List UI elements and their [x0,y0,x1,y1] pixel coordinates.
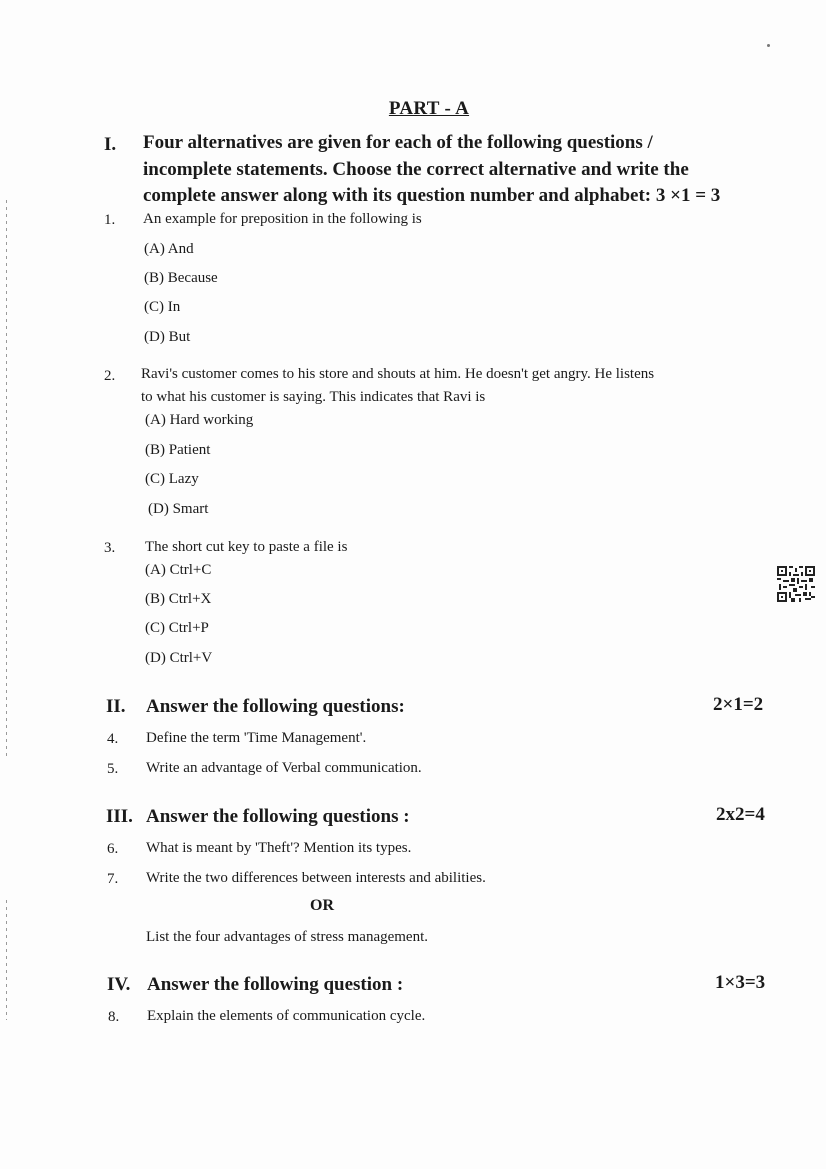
section-1-number: I. [104,134,117,155]
instruction-line: Four alternatives are given for each of the following questions / [143,132,653,153]
question-text: Write the two differences between interests and abilities. [146,870,486,886]
qr-code-icon [777,566,815,602]
question-number: 8. [108,1009,120,1025]
instruction-line: incomplete statements. Choose the correct alternative and write the [143,158,689,180]
option-d: (D) But [144,329,191,345]
section-3-number: III. [106,806,133,827]
scan-speck [767,44,770,47]
option-d: (D) Ctrl+V [145,650,213,666]
section-1-instruction [143,130,720,210]
option-b: (B) Because [144,270,218,286]
question-text: What is meant by 'Theft'? Mention its types. [146,840,412,856]
option-a: (A) And [144,241,194,257]
question-text: The short cut key to paste a file is [145,539,348,555]
question-text [141,363,654,409]
part-title: PART - A [388,98,470,119]
option-c: (C) Ctrl+P [145,620,209,636]
alternative-question-text: List the four advantages of stress management. [146,929,428,945]
scan-margin-mark [6,900,7,1020]
question-text-line: to what his customer is saying. This indicates that Ravi is [141,389,486,405]
option-b: (B) Patient [145,442,211,458]
scan-margin-mark [6,200,7,760]
option-c: (C) Lazy [145,471,199,487]
option-d: (D) Smart [148,501,209,517]
question-text: Define the term 'Time Management'. [146,730,367,746]
question-number: 5. [107,761,119,777]
or-label: OR [310,897,334,914]
section-3-marks: 2x2=4 [716,804,765,825]
question-text: Explain the elements of communication cycle. [147,1008,426,1024]
question-text-line: Ravi's customer comes to his store and shouts at him. He doesn't get angry. He listens [141,366,655,382]
section-2-number: II. [106,696,126,717]
question-number: 1. [104,212,116,228]
question-number: 7. [107,871,119,887]
section-4-number: IV. [107,974,131,995]
option-a: (A) Ctrl+C [145,562,212,578]
section-4-marks: 1×3=3 [715,972,766,993]
section-2-heading: Answer the following questions: [146,696,405,717]
question-text: An example for preposition in the following is [143,211,422,227]
option-a: (A) Hard working [145,412,254,428]
section-3-heading: Answer the following questions : [146,806,410,827]
question-number: 3. [104,540,116,556]
question-number: 2. [104,368,116,384]
question-number: 4. [107,731,119,747]
question-number: 6. [107,841,119,857]
question-text: Write an advantage of Verbal communication. [146,760,422,776]
section-4-heading: Answer the following question : [147,974,404,995]
section-2-marks: 2×1=2 [713,694,764,715]
option-c: (C) In [144,299,181,315]
option-b: (B) Ctrl+X [145,591,212,607]
instruction-line: complete answer along with its question number and alphabet: 3 ×1 = 3 [143,185,721,206]
